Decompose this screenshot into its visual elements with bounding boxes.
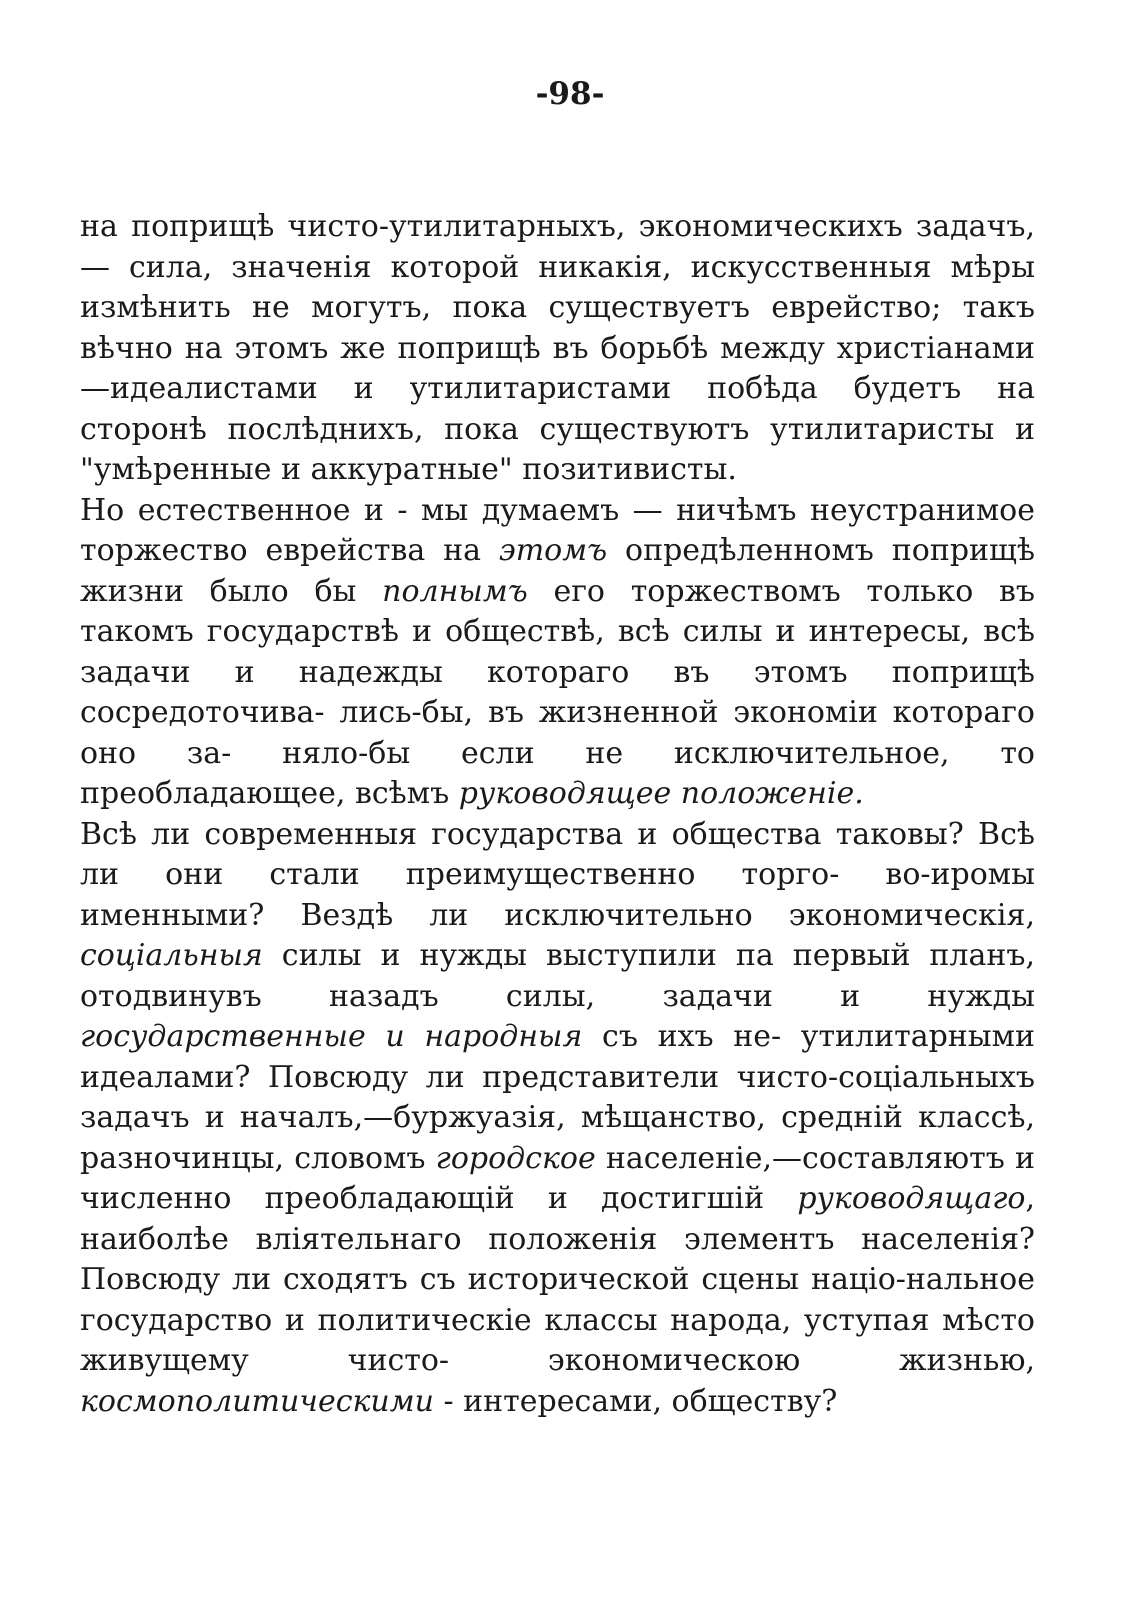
text-segment: съ ихъ не- утилитарными идеалами? Повсюду ли представители чисто-соціальныхъ задачъ и началъ,—буржуазія, мѣщанство, средній классѣ, разночинцы, словомъ [80,1019,1035,1176]
text-segment: его торжествомъ только въ такомъ государствѣ и обществѣ, всѣ силы и интересы, всѣ задачи и надежды котораго въ этомъ поприщѣ сосредоточива- лись-бы, въ жизненной экономіи котораго оно за- няло-бы если не исключительное, то преобладающее, всѣмъ [80,573,1035,811]
paragraph-1 [80,207,1035,491]
text-segment: - интересами, обществу? [433,1383,838,1419]
text-segment: Всѣ ли современныя государства и общества таковы? Всѣ ли они стали преимущественно торго- во-иромы именными? Вездѣ ли исключительно экономическія, [80,816,1035,933]
text-segment: населеніе,—составляютъ и численно преобладающій и достигшій [80,1140,1035,1216]
italic-emphasis: полнымъ [382,573,528,609]
text-segment: , наиболѣе вліятельнаго положенія элементъ населенія? Повсюду ли сходятъ съ исторической сцены націо-нальное государство и политическіе классы народа, уступая мѣсто живущему чисто- экономическою жизнью, [80,1181,1035,1378]
italic-emphasis: этомъ [498,533,608,568]
italic-emphasis: руководящаго [797,1181,1026,1216]
text-segment: опредѣленномъ поприщѣ жизни было бы [80,533,1036,609]
italic-emphasis: руководящее положеніе. [458,776,864,811]
text-segment: силы и нужды выступили па первый планъ, отодвинувъ назадъ силы, задачи и нужды [80,938,1035,1014]
italic-emphasis: городское [435,1140,596,1176]
paragraph-2 [80,491,1035,815]
italic-emphasis: космополитическими [80,1383,434,1419]
paragraph-3 [80,815,1035,1423]
paragraph-1-text: на поприщѣ чисто-утилитарныхъ, экономическихъ задачъ, — сила, значенія которой никакія, искусственныя мѣры измѣнить не могутъ, пока существуетъ еврейство; такъ вѣчно на этомъ же поприщѣ въ борьбѣ между христіанами—идеалистами и утилитаристами побѣда будетъ на сторонѣ послѣднихъ, пока существуютъ утилитаристы и "умѣренные и аккуратные" позитивисты. [80,209,1035,487]
page-number: -98- [535,76,605,112]
italic-emphasis: соціальныя [80,938,263,973]
italic-emphasis: государственные и народныя [80,1019,583,1054]
text-segment: Но естественное и - мы думаемъ — ничѣмъ неустранимое торжество еврейства на [80,492,1035,568]
page-body-text [80,207,1035,1422]
